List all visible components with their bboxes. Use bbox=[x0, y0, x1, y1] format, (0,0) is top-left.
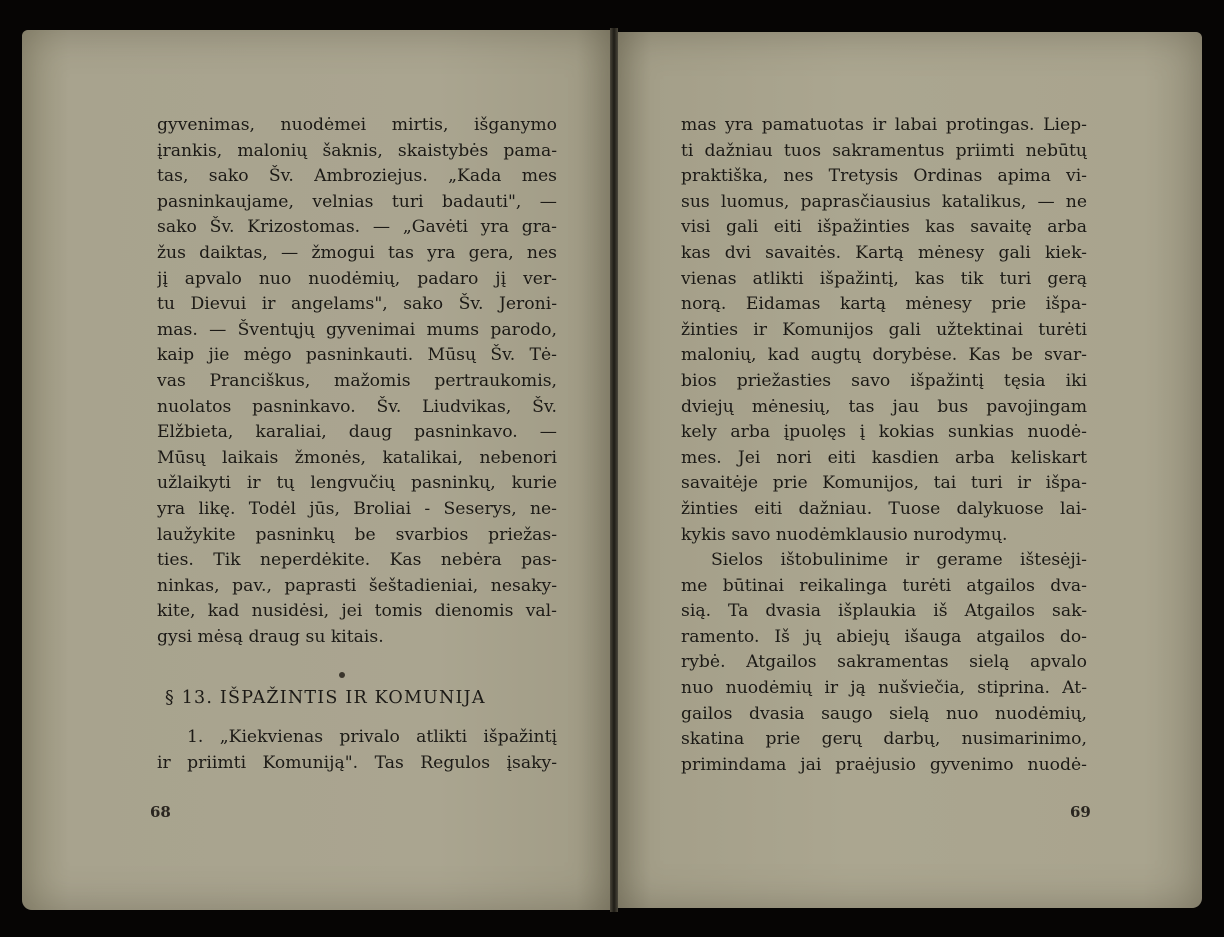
text-line: nuolatos pasninkavo. Šv. Liudvikas, Šv. bbox=[157, 396, 557, 417]
text-line: mes. Jei nori eiti kasdien arba keliskart bbox=[681, 447, 1087, 468]
text-line: ir priimti Komuniją". Tas Regulos įsaky- bbox=[157, 752, 557, 773]
text-line: nuo nuodėmių ir ją nušviečia, stiprina. At- bbox=[681, 678, 1087, 699]
text-line: dviejų mėnesių, tas jau bus pavojingam bbox=[681, 396, 1087, 417]
text-line: rybė. Atgailos sakramentas sielą apvalo bbox=[681, 652, 1087, 673]
text-line: vienas atlikti išpažintį, kas tik turi gerą bbox=[681, 268, 1087, 289]
text-line: gysi mėsą draug su kitais. bbox=[157, 626, 384, 647]
text-line: įrankis, malonių šaknis, skaistybės pama- bbox=[157, 140, 557, 161]
text-line: jį apvalo nuo nuodėmių, padaro jį ver- bbox=[157, 268, 557, 289]
text-line: norą. Eidamas kartą mėnesy prie išpa- bbox=[681, 294, 1087, 315]
text-line: ninkas, pav., paprasti šeštadieniai, nesaky- bbox=[157, 575, 557, 596]
page-number-left: 68 bbox=[150, 803, 171, 821]
section-separator-dot bbox=[339, 672, 345, 678]
right-page-body bbox=[681, 113, 1087, 778]
text-line: malonių, kad augtų dorybėse. Kas be svar- bbox=[681, 345, 1087, 366]
text-line: kely arba įpuolęs į kokias sunkias nuodė- bbox=[681, 422, 1087, 443]
text-line: laužykite pasninkų be svarbios priežas- bbox=[157, 524, 557, 545]
text-line: žus daiktas, — žmogui tas yra gera, nes bbox=[157, 242, 557, 263]
text-line: ti dažniau tuos sakramentus priimti nebūtų bbox=[681, 140, 1087, 161]
text-line: pasninkaujame, velnias turi badauti", — bbox=[157, 191, 557, 212]
text-line: 1. „Kiekvienas privalo atlikti išpažintį bbox=[187, 727, 557, 747]
text-line: kite, kad nusidėsi, jei tomis dienomis val- bbox=[157, 601, 557, 622]
text-line: mas. — Šventųjų gyvenimai mums parodo, bbox=[157, 319, 557, 340]
text-line: ramento. Iš jų abiejų išauga atgailos do- bbox=[681, 626, 1087, 647]
left-page-section-body bbox=[157, 725, 557, 776]
text-line: tas, sako Šv. Ambroziejus. „Kada mes bbox=[157, 166, 557, 187]
text-line: sus luomus, paprasčiausius katalikus, — ne bbox=[681, 191, 1087, 212]
text-line: visi gali eiti išpažinties kas savaitę arba bbox=[681, 217, 1087, 238]
section-heading: § 13. IŠPAŽINTIS IR KOMUNIJA bbox=[165, 688, 486, 708]
text-line: tu Dievui ir angelams", sako Šv. Jeroni- bbox=[157, 294, 557, 315]
text-line: savaitėje prie Komunijos, tai turi ir išpa- bbox=[681, 473, 1087, 494]
page-number-right: 69 bbox=[1070, 803, 1091, 821]
book-gutter bbox=[610, 28, 618, 912]
text-line: primindama jai praėjusio gyvenimo nuodė- bbox=[681, 754, 1087, 775]
text-line: žinties ir Komunijos gali užtektinai turėti bbox=[681, 319, 1087, 340]
text-line: praktiška, nes Tretysis Ordinas apima vi- bbox=[681, 166, 1087, 187]
text-line: Elžbieta, karaliai, daug pasninkavo. — bbox=[157, 422, 557, 443]
text-line: yra likę. Todėl jūs, Broliai - Seserys, ne- bbox=[157, 498, 557, 519]
text-line: sako Šv. Krizostomas. — „Gavėti yra gra- bbox=[157, 217, 557, 238]
text-line: sią. Ta dvasia išplaukia iš Atgailos sak- bbox=[681, 601, 1087, 622]
text-line: gailos dvasia saugo sielą nuo nuodėmių, bbox=[681, 703, 1087, 724]
text-line: skatina prie gerų darbų, nusimarinimo, bbox=[681, 729, 1087, 750]
text-line: kas dvi savaitės. Kartą mėnesy gali kiek- bbox=[681, 242, 1087, 263]
text-line: žinties eiti dažniau. Tuose dalykuose lai- bbox=[681, 498, 1087, 519]
text-line: mas yra pamatuotas ir labai protingas. Liep- bbox=[681, 115, 1087, 135]
text-line: gyvenimas, nuodėmei mirtis, išganymo bbox=[157, 115, 557, 135]
text-line: kaip jie mėgo pasninkauti. Mūsų Šv. Tė- bbox=[157, 345, 557, 366]
left-page-body bbox=[157, 113, 557, 650]
text-line: Mūsų laikais žmonės, katalikai, nebenori bbox=[157, 447, 557, 468]
text-line: ties. Tik neperdėkite. Kas nebėra pas- bbox=[157, 550, 557, 571]
text-line: užlaikyti ir tų lengvučių pasninkų, kurie bbox=[157, 473, 557, 494]
text-line: vas Pranciškus, mažomis pertraukomis, bbox=[157, 370, 557, 391]
text-line: Sielos ištobulinime ir gerame ištesėji- bbox=[711, 550, 1087, 571]
text-line: kykis savo nuodėmklausio nurodymų. bbox=[681, 524, 1008, 545]
text-line: me būtinai reikalinga turėti atgailos dva- bbox=[681, 575, 1087, 596]
text-line: bios priežasties savo išpažintį tęsia iki bbox=[681, 370, 1087, 391]
